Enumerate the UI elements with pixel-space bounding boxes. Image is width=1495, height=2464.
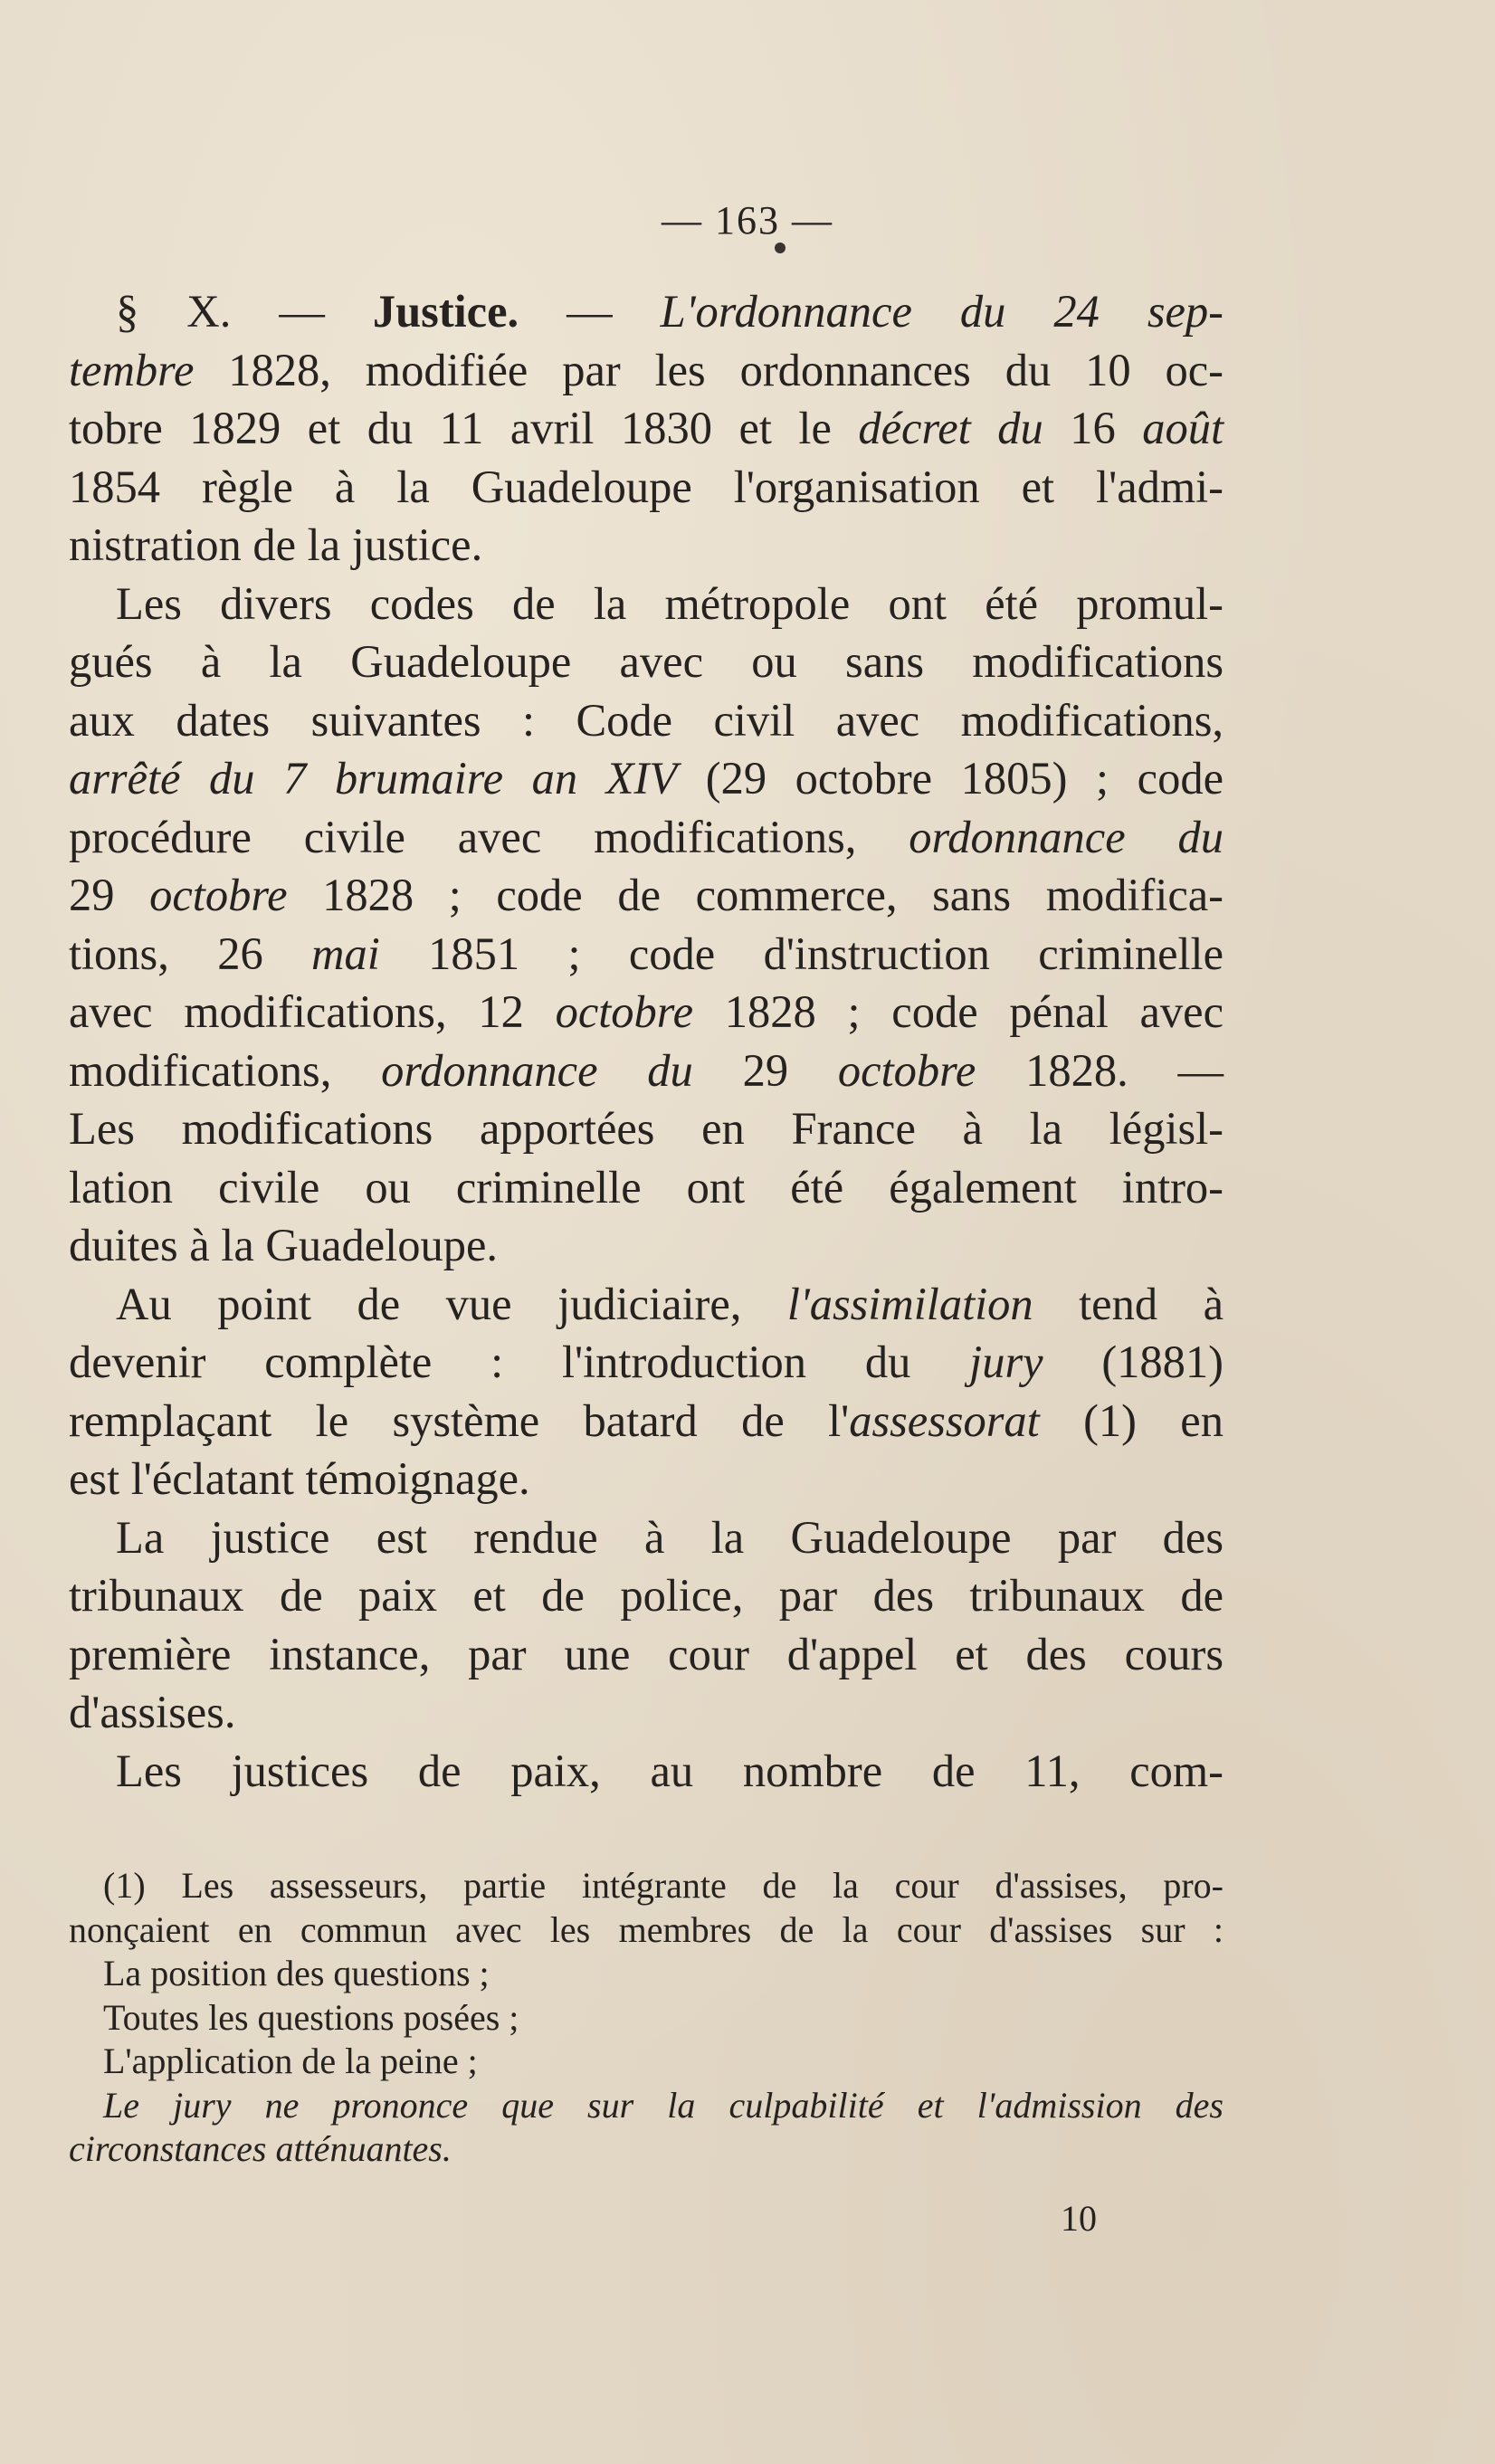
text-line: gués à la Guadeloupe avec ou sans modifications (69, 636, 1224, 687)
text-line: d'assises. (69, 1687, 236, 1737)
text-line: première instance, par une cour d'appel et des cours (69, 1628, 1224, 1679)
text-line: Les modifications apportées en France à la législ- (69, 1103, 1224, 1154)
footnote-line: circonstances atténuantes. (69, 2128, 452, 2169)
main-text (69, 282, 1224, 1800)
text-line: lation civile ou criminelle ont été également intro- (69, 1161, 1224, 1213)
text-line: devenir complète : l'introduction du jury (1881) (69, 1337, 1224, 1387)
footnote-line: Le jury ne prononce que sur la culpabilité et l'admission des (103, 2084, 1224, 2126)
text-line: nistration de la justice. (69, 519, 483, 570)
text-line: aux dates suivantes : Code civil avec modifications, (69, 694, 1224, 746)
text-line: avec modifications, 12 octobre 1828 ; code pénal avec (69, 986, 1224, 1037)
text-line: Au point de vue judiciaire, l'assimilation tend à (116, 1278, 1224, 1329)
text-line: remplaçant le système batard de l'assessorat (1) en (69, 1394, 1224, 1446)
text-line: tribunaux de paix et de police, par des tribunaux de (69, 1570, 1224, 1621)
text-line: tions, 26 mai 1851 ; code d'instruction criminelle (69, 928, 1224, 979)
text-line: arrêté du 7 brumaire an XIV (29 octobre 1805) ; code (69, 753, 1224, 804)
text-line: 29 octobre 1828 ; code de commerce, sans modifica- (69, 870, 1224, 920)
text-line: tobre 1829 et du 11 avril 1830 et le décret du 16 août (69, 403, 1224, 453)
text-line: procédure civile avec modifications, ordonnance du (69, 811, 1224, 862)
footnote-line: La position des questions ; (103, 1953, 490, 1993)
ink-dot (775, 243, 786, 253)
text-line: § X. — Justice. — L'ordonnance du 24 sep- (116, 286, 1224, 337)
section-heading: Justice. (372, 286, 519, 337)
text-line: est l'éclatant témoignage. (69, 1453, 530, 1504)
footnote-line: (1) Les assesseurs, partie intégrante de la cour d'assises, pro- (103, 1865, 1224, 1906)
footnote-line: L'application de la peine ; (103, 2041, 478, 2081)
signature-mark: 10 (1061, 2198, 1097, 2239)
footnote-line: nonçaient en commun avec les membres de la cour d'assises sur : (69, 1908, 1224, 1950)
section-marker: § X. — (116, 286, 325, 337)
page-number-header: — 163 — (662, 198, 833, 243)
text-line: La justice est rendue à la Guadeloupe par des (116, 1511, 1224, 1563)
footnote-line: Toutes les questions posées ; (103, 1996, 519, 2038)
text-line: duites à la Guadeloupe. (69, 1220, 498, 1270)
text-line: tembre 1828, modifiée par les ordonnances du 10 oc- (69, 344, 1224, 395)
footnote (69, 1864, 1224, 2172)
text-line: Les divers codes de la métropole ont été promul- (116, 577, 1224, 629)
text-line: Les justices de paix, au nombre de 11, com- (116, 1745, 1224, 1796)
text-line: 1854 règle à la Guadeloupe l'organisation et l'admi- (69, 461, 1224, 512)
text-line: modifications, ordonnance du 29 octobre 1828. — (69, 1044, 1224, 1096)
